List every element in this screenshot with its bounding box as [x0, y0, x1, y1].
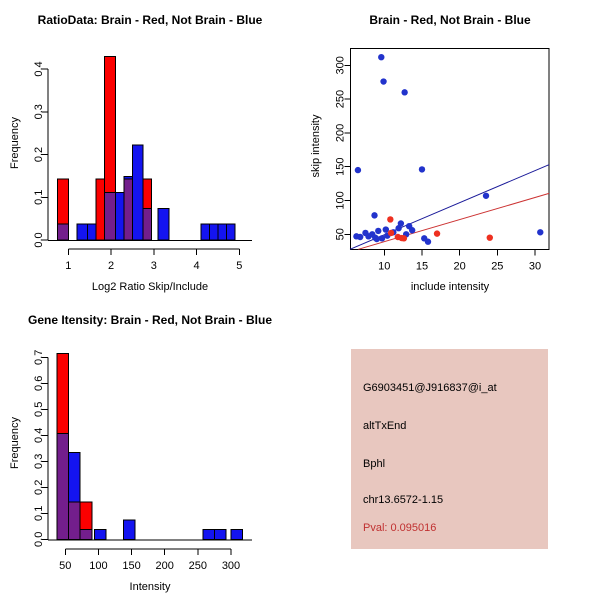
svg-text:15: 15 — [415, 260, 429, 273]
svg-text:50: 50 — [334, 228, 347, 241]
ratio-histogram-title: RatioData: Brain - Red, Not Brain - Blue — [37, 13, 263, 27]
svg-text:0.2: 0.2 — [33, 479, 45, 495]
scatter-y-axis-label: skip intensity — [310, 114, 322, 178]
svg-text:3: 3 — [150, 260, 157, 272]
svg-text:200: 200 — [334, 123, 347, 143]
scatter-title: Brain - Red, Not Brain - Blue — [369, 13, 531, 27]
svg-text:200: 200 — [155, 560, 174, 572]
ratio-histogram-y-axis-label: Frequency — [9, 117, 21, 169]
svg-text:0.0: 0.0 — [33, 232, 45, 248]
gene-histogram-x-axis-label: Intensity — [129, 581, 171, 593]
panel-gene-histogram — [0, 300, 300, 600]
svg-text:150: 150 — [334, 157, 347, 176]
svg-text:0.0: 0.0 — [33, 531, 45, 547]
gene-histogram-title: Gene Itensity: Brain - Red, Not Brain - Blue — [27, 313, 273, 327]
event-type-text: altTxEnd — [363, 420, 407, 432]
pval-text: Pval: 0.095016 — [363, 522, 437, 534]
svg-text:30: 30 — [528, 260, 542, 273]
scatter-x-axis-label: include intensity — [410, 281, 490, 293]
panel-info — [300, 300, 600, 600]
panel-scatter — [300, 0, 600, 300]
gene-symbol-text: Bphl — [363, 458, 386, 470]
svg-text:300: 300 — [334, 56, 347, 75]
gene-histogram-plot — [0, 300, 300, 600]
panel-ratio-histogram — [0, 0, 300, 300]
svg-text:0.5: 0.5 — [33, 401, 45, 417]
svg-text:20: 20 — [453, 260, 466, 273]
ratio-histogram-x-axis-label: Log2 Ratio Skip/Include — [91, 281, 209, 293]
svg-text:0.1: 0.1 — [33, 189, 45, 205]
svg-text:0.2: 0.2 — [33, 146, 45, 163]
svg-text:100: 100 — [89, 560, 108, 572]
svg-text:10: 10 — [378, 260, 391, 273]
svg-text:0.4: 0.4 — [33, 61, 45, 77]
svg-text:1: 1 — [65, 260, 72, 272]
info-box — [351, 349, 548, 549]
gene-histogram-y-axis-label: Frequency — [9, 417, 21, 469]
svg-text:300: 300 — [221, 560, 241, 572]
intensity-scatter-plot — [300, 0, 600, 300]
location-text: chr13.6572-1.15 — [363, 494, 444, 506]
svg-text:0.4: 0.4 — [33, 427, 45, 443]
svg-text:250: 250 — [334, 89, 347, 109]
svg-text:0.1: 0.1 — [33, 505, 45, 521]
svg-text:250: 250 — [188, 560, 208, 572]
svg-text:50: 50 — [59, 560, 72, 572]
svg-text:100: 100 — [334, 191, 347, 210]
ratio-histogram-plot — [0, 0, 300, 300]
svg-text:0.7: 0.7 — [33, 349, 45, 365]
svg-text:0.3: 0.3 — [33, 104, 45, 120]
svg-text:4: 4 — [193, 260, 200, 272]
svg-text:150: 150 — [122, 560, 141, 572]
svg-text:0.3: 0.3 — [33, 453, 45, 469]
svg-text:0.6: 0.6 — [33, 375, 45, 391]
svg-text:25: 25 — [491, 260, 504, 273]
svg-text:5: 5 — [236, 260, 243, 272]
probe-id-text: G6903451@J916837@i_at — [363, 382, 497, 394]
svg-text:2: 2 — [107, 260, 115, 272]
